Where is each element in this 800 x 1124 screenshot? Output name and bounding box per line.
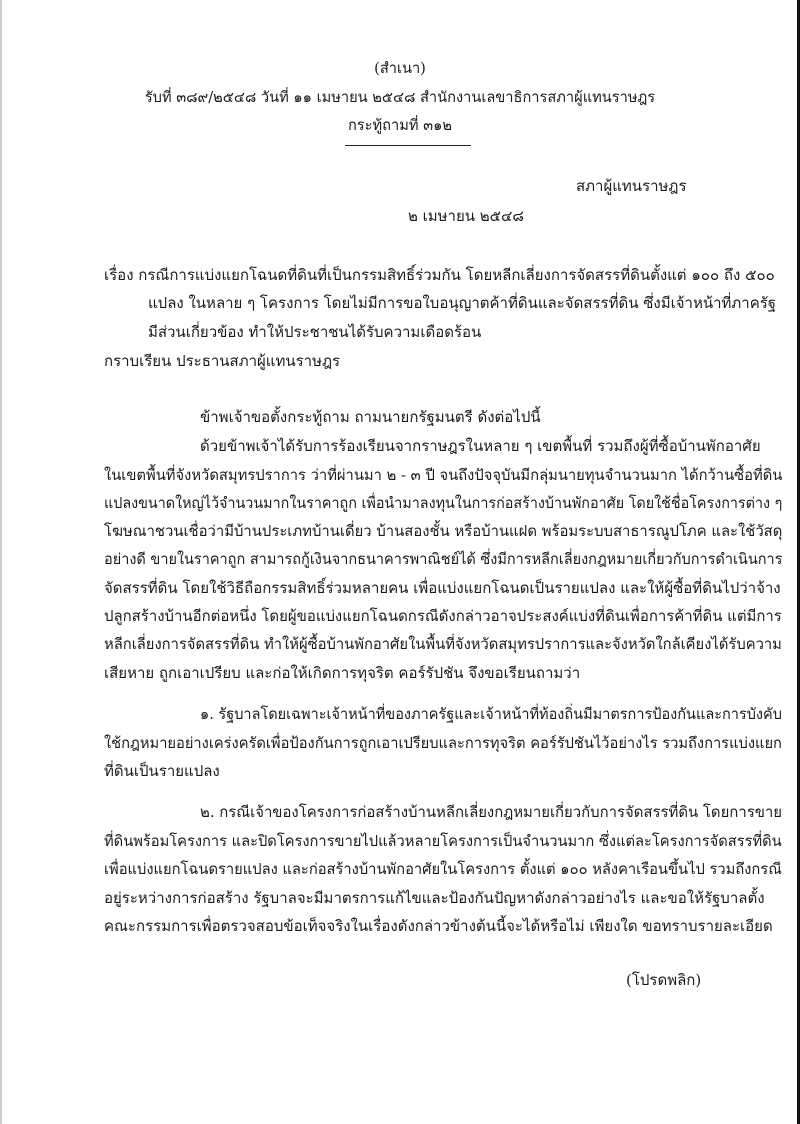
question-2-line: คณะกรรมการเพื่อตรวจสอบข้อเท็จจริงในเรื่องดังกล่าวข้างต้นนี้จะได้หรือไม่ เพียงใด ขอทราบรายละเอียด <box>104 917 773 935</box>
salutation: กราบเรียน ประธานสภาผู้แทนราษฎร <box>104 352 341 370</box>
turn-over-note: (โปรดพลิก) <box>626 971 702 989</box>
question-1-line: ที่ดินเป็นรายแปลง <box>104 762 220 780</box>
header-divider <box>345 145 471 146</box>
intro-line: ข้าพเจ้าขอตั้งกระทู้ถาม ถามนายกรัฐมนตรี ดังต่อไปนี้ <box>200 408 541 426</box>
addressee-org: สภาผู้แทนราษฎร <box>576 177 687 195</box>
question-number: กระทู้ถามที่ ๓๑๒ <box>347 117 453 134</box>
body-line: แปลงขนาดใหญ่ไว้จำนวนมากในราคาถูก เพื่อนำมาลงทุนในการก่อสร้างบ้านพักอาศัย โดยใช้ชื่อโครงการต่าง ๆ <box>104 494 783 512</box>
document-date: ๒ เมษายน ๒๕๔๘ <box>408 207 524 225</box>
body-line: ในเขตพื้นที่จังหวัดสมุทรปราการ ว่าที่ผ่านมา ๒ - ๓ ปี จนถึงปัจจุบันมีกลุ่มนายทุนจำนวนมาก ได้กว้านซื้อที่ดิน <box>104 466 783 484</box>
copy-mark: (สำเนา) <box>374 60 426 77</box>
body-line: ปลูกสร้างบ้านอีกต่อหนึ่ง โดยผู้ขอแบ่งแยกโฉนดกรณีดังกล่าวอาจประสงค์แบ่งที่ดินเพื่อการค้าที่ดิน แต่มีการ <box>104 607 782 625</box>
subject-line: มีส่วนเกี่ยวข้อง ทำให้ประชาชนได้รับความเดือดร้อน <box>148 323 482 341</box>
question-2-line: อยู่ระหว่างการก่อสร้าง รัฐบาลจะมีมาตรการแก้ไขและป้องกันปัญหาดังกล่าวอย่างไร และขอให้รัฐบาลตั้ง <box>104 889 765 907</box>
subject-line: แปลง ในหลาย ๆ โครงการ โดยไม่มีการขอใบอนุญาตค้าที่ดินและจัดสรรที่ดิน ซึ่งมีเจ้าหน้าที่ภาครัฐ <box>148 294 777 312</box>
question-2-line: ที่ดินพร้อมโครงการ และปิดโครงการขายไปแล้วหลายโครงการเป็นจำนวนมาก ซึ่งแต่ละโครงการจัดสรรที่ดิน <box>104 832 782 850</box>
question-1-line: ๑. รัฐบาลโดยเฉพาะเจ้าหน้าที่ของภาครัฐและเจ้าหน้าที่ท้องถิ่นมีมาตรการป้องกันและการบังคับ <box>200 705 782 723</box>
body-line: หลีกเลี่ยงการจัดสรรที่ดิน ทำให้ผู้ซื้อบ้านพักอาศัยในพื้นที่จังหวัดสมุทรปราการและจังหวัดใกล้เคียงได้รับความ <box>104 635 782 653</box>
received-line: รับที่ ๓๘๙/๒๕๔๘ วันที่ ๑๑ เมษายน ๒๕๔๘ สำนักงานเลขาธิการสภาผู้แทนราษฎร <box>144 89 656 106</box>
subject-line: เรื่อง กรณีการแบ่งแยกโฉนดที่ดินที่เป็นกรรมสิทธิ์ร่วมกัน โดยหลีกเลี่ยงการจัดสรรที่ดินตั้งแต่ ๑๐๐ ถึง ๕๐๐ <box>104 266 775 284</box>
scan-left-edge <box>0 0 2 1124</box>
body-line: จัดสรรที่ดิน โดยใช้วิธีถือกรรมสิทธิ์ร่วมหลายคน เพื่อแบ่งแยกโฉนดเป็นรายแปลง และให้ผู้ซื้อที่ดินไปว่าจ้าง <box>104 579 781 597</box>
body-line: ด้วยข้าพเจ้าได้รับการร้องเรียนจากราษฎรในหลาย ๆ เขตพื้นที่ รวมถึงผู้ที่ซื้อบ้านพักอาศัย <box>200 437 761 455</box>
question-1-line: ใช้กฎหมายอย่างเคร่งครัดเพื่อป้องกันการถูกเอาเปรียบและการทุจริต คอร์รัปชันไว้อย่างไร รวมถึงการแบ่งแยก <box>104 734 782 752</box>
body-line: โฆษณาชวนเชื่อว่ามีบ้านประเภทบ้านเดี่ยว บ้านสองชั้น หรือบ้านแฝด พร้อมระบบสาธารณูปโภค และใช้วัสดุ <box>104 522 783 540</box>
question-2-line: เพื่อแบ่งแยกโฉนดรายแปลง และก่อสร้างบ้านพักอาศัยในโครงการ ตั้งแต่ ๑๐๐ หลังคาเรือนขึ้นไป รวมถึงกรณี <box>104 860 782 878</box>
body-line: เสียหาย ถูกเอาเปรียบ และก่อให้เกิดการทุจริต คอร์รัปชัน จึงขอเรียนถามว่า <box>104 664 581 682</box>
body-line: อย่างดี ขายในราคาถูก สามารถกู้เงินจากธนาคารพาณิชย์ได้ ซึ่งมีการหลีกเลี่ยงกฎหมายเกี่ยวกับการดำเนินการ <box>104 550 783 568</box>
question-2-line: ๒. กรณีเจ้าของโครงการก่อสร้างบ้านหลีกเลี่ยงกฎหมายเกี่ยวกับการจัดสรรที่ดิน โดยการขาย <box>200 803 782 821</box>
